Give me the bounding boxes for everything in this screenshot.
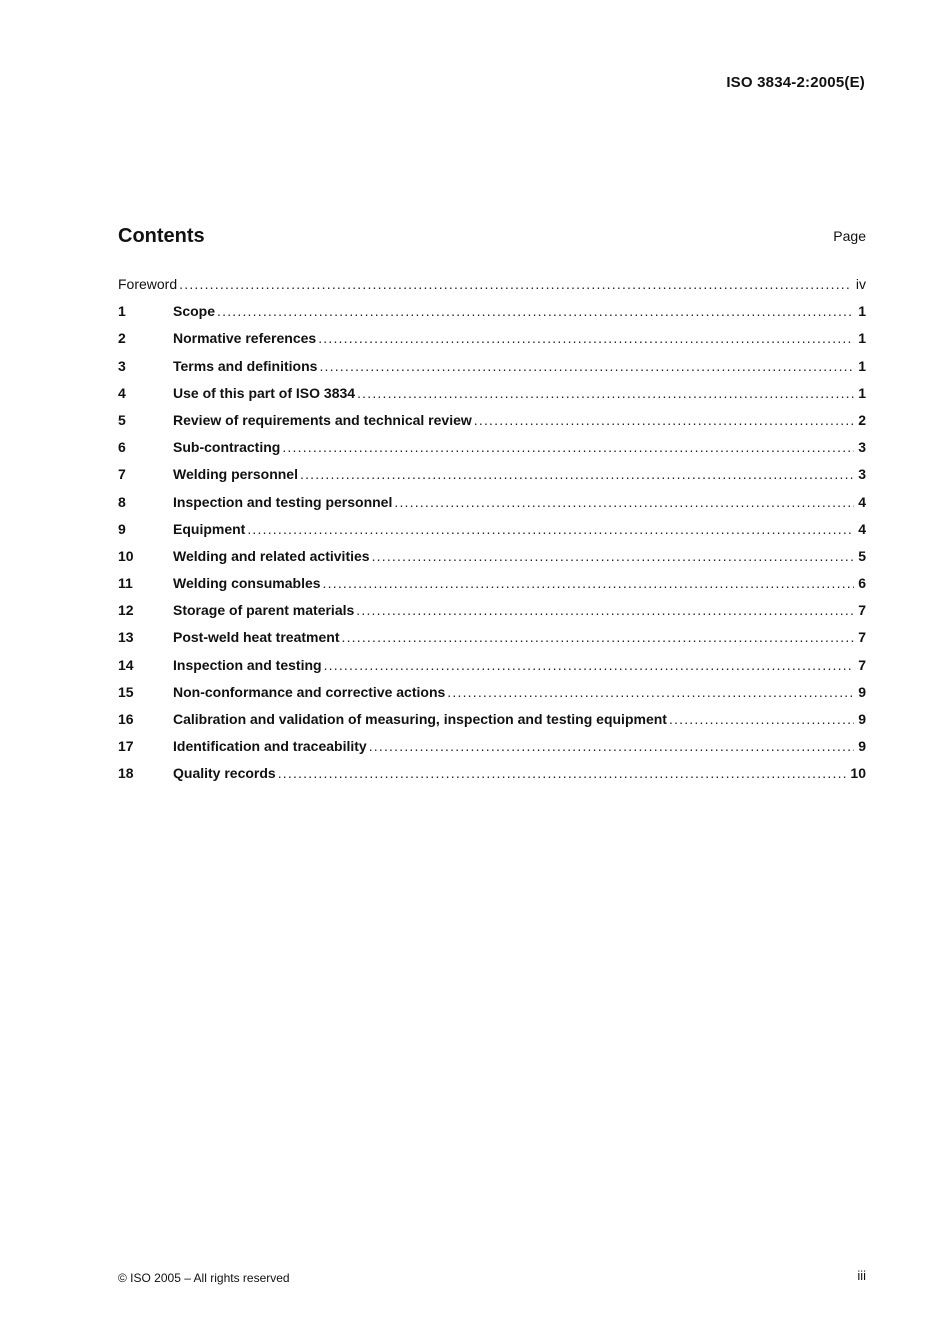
toc-entry-title: Inspection and testing xyxy=(173,656,322,673)
toc-entry-page: 7 xyxy=(858,629,866,646)
copyright-notice: © ISO 2005 – All rights reserved xyxy=(118,1271,290,1285)
toc-entry-title: Terms and definitions xyxy=(173,357,318,374)
toc-entry[interactable] xyxy=(118,629,866,656)
toc-entry-page: 3 xyxy=(858,439,866,456)
toc-entry[interactable] xyxy=(118,602,866,629)
toc-entry-page: 1 xyxy=(858,303,866,320)
toc-entry-page: 4 xyxy=(858,493,866,510)
toc-entry-page: 3 xyxy=(858,466,866,483)
toc-leader-dots xyxy=(357,385,854,401)
toc-leader-dots xyxy=(369,738,855,754)
toc-entry-number: 6 xyxy=(118,439,126,456)
toc-entry[interactable] xyxy=(118,657,866,684)
toc-entry-page: 6 xyxy=(858,575,866,592)
toc-entry-title: Review of requirements and technical review xyxy=(173,411,472,428)
toc-leader-dots xyxy=(394,494,854,510)
toc-leader-dots xyxy=(356,602,854,618)
toc-entry-page: 9 xyxy=(858,683,866,700)
toc-entry[interactable] xyxy=(118,548,866,575)
toc-leader-dots xyxy=(318,330,854,346)
toc-entry-title: Inspection and testing personnel xyxy=(173,493,393,510)
toc-entry[interactable] xyxy=(118,575,866,602)
toc-leader-dots xyxy=(323,575,855,591)
toc-entry-page: 10 xyxy=(850,765,866,782)
toc-leader-dots xyxy=(669,711,854,727)
toc-entry-number: 13 xyxy=(118,629,134,646)
toc-entry-number: 4 xyxy=(118,384,126,401)
toc-entry[interactable] xyxy=(118,711,866,738)
toc-entry[interactable] xyxy=(118,684,866,711)
toc-entry-title: Calibration and validation of measuring, inspection and testing equipment xyxy=(173,711,667,727)
toc-leader-dots xyxy=(341,629,854,645)
toc-entry-number: 2 xyxy=(118,330,126,347)
toc-entry-page: iv xyxy=(855,276,866,292)
toc-entry-page: 2 xyxy=(858,411,866,428)
toc-entry-title: Welding personnel xyxy=(173,466,298,483)
toc-entry[interactable] xyxy=(118,303,866,330)
contents-heading: Contents xyxy=(118,225,205,247)
toc-entry[interactable] xyxy=(118,330,866,357)
toc-entry-number: 17 xyxy=(118,738,134,755)
toc-leader-dots xyxy=(247,521,854,537)
toc-entry-number: 18 xyxy=(118,765,134,782)
toc-entry-number: 8 xyxy=(118,493,126,510)
toc-entry[interactable] xyxy=(118,412,866,439)
toc-entry-title: Foreword xyxy=(118,276,178,292)
toc-entry-title: Storage of parent materials xyxy=(173,602,355,619)
toc-entry-number: 12 xyxy=(118,602,134,619)
toc-entry-title: Normative references xyxy=(173,330,317,347)
toc-entry-title: Sub-contracting xyxy=(173,439,281,456)
toc-leader-dots xyxy=(300,466,854,482)
table-of-contents xyxy=(118,276,866,793)
toc-entry[interactable] xyxy=(118,521,866,548)
toc-entry[interactable] xyxy=(118,358,866,385)
toc-entry-page: 7 xyxy=(858,602,866,619)
document-code: ISO 3834-2:2005(E) xyxy=(726,74,865,91)
toc-leader-dots xyxy=(474,412,854,428)
toc-entry-title: Scope xyxy=(173,303,216,320)
toc-entry-number: 9 xyxy=(118,520,126,537)
toc-entry-foreword[interactable] xyxy=(118,276,866,303)
toc-entry-title: Equipment xyxy=(173,520,246,537)
toc-entry-title: Use of this part of ISO 3834 xyxy=(173,384,356,401)
toc-entry-title: Post-weld heat treatment xyxy=(173,629,340,646)
toc-entry[interactable] xyxy=(118,738,866,765)
toc-leader-dots xyxy=(278,765,847,781)
toc-entry-title: Quality records xyxy=(173,765,276,782)
toc-entry-page: 5 xyxy=(858,547,866,564)
toc-entry-number: 16 xyxy=(118,711,134,727)
toc-entry-number: 11 xyxy=(118,575,133,592)
toc-entry-title: Identification and traceability xyxy=(173,738,367,755)
toc-entry-number: 10 xyxy=(118,547,134,564)
toc-entry-number: 15 xyxy=(118,683,134,700)
toc-entry-page: 9 xyxy=(858,738,866,755)
toc-entry[interactable] xyxy=(118,765,866,792)
toc-entry-number: 1 xyxy=(118,303,126,320)
toc-entry-number: 14 xyxy=(118,656,134,673)
page-column-label: Page xyxy=(833,228,866,244)
toc-entry[interactable] xyxy=(118,494,866,521)
toc-entry-page: 1 xyxy=(858,357,866,374)
toc-leader-dots xyxy=(282,439,854,455)
toc-entry-number: 7 xyxy=(118,466,126,483)
toc-leader-dots xyxy=(319,358,854,374)
toc-entry[interactable] xyxy=(118,466,866,493)
toc-entry-page: 1 xyxy=(858,330,866,347)
toc-entry-page: 1 xyxy=(858,384,866,401)
footer-page-number: iii xyxy=(857,1268,866,1283)
toc-entry[interactable] xyxy=(118,439,866,466)
toc-leader-dots xyxy=(179,276,852,292)
toc-entry-number: 3 xyxy=(118,357,126,374)
toc-leader-dots xyxy=(447,684,854,700)
toc-entry-number: 5 xyxy=(118,411,126,428)
toc-entry-page: 7 xyxy=(858,656,866,673)
toc-entry-title: Welding consumables xyxy=(173,575,321,592)
toc-leader-dots xyxy=(324,657,855,673)
toc-entry-page: 9 xyxy=(858,711,866,727)
toc-entry[interactable] xyxy=(118,385,866,412)
toc-entry-title: Non-conformance and corrective actions xyxy=(173,683,446,700)
toc-leader-dots xyxy=(217,303,854,319)
toc-entry-page: 4 xyxy=(858,520,866,537)
toc-entry-title: Welding and related activities xyxy=(173,547,370,564)
toc-leader-dots xyxy=(372,548,855,564)
